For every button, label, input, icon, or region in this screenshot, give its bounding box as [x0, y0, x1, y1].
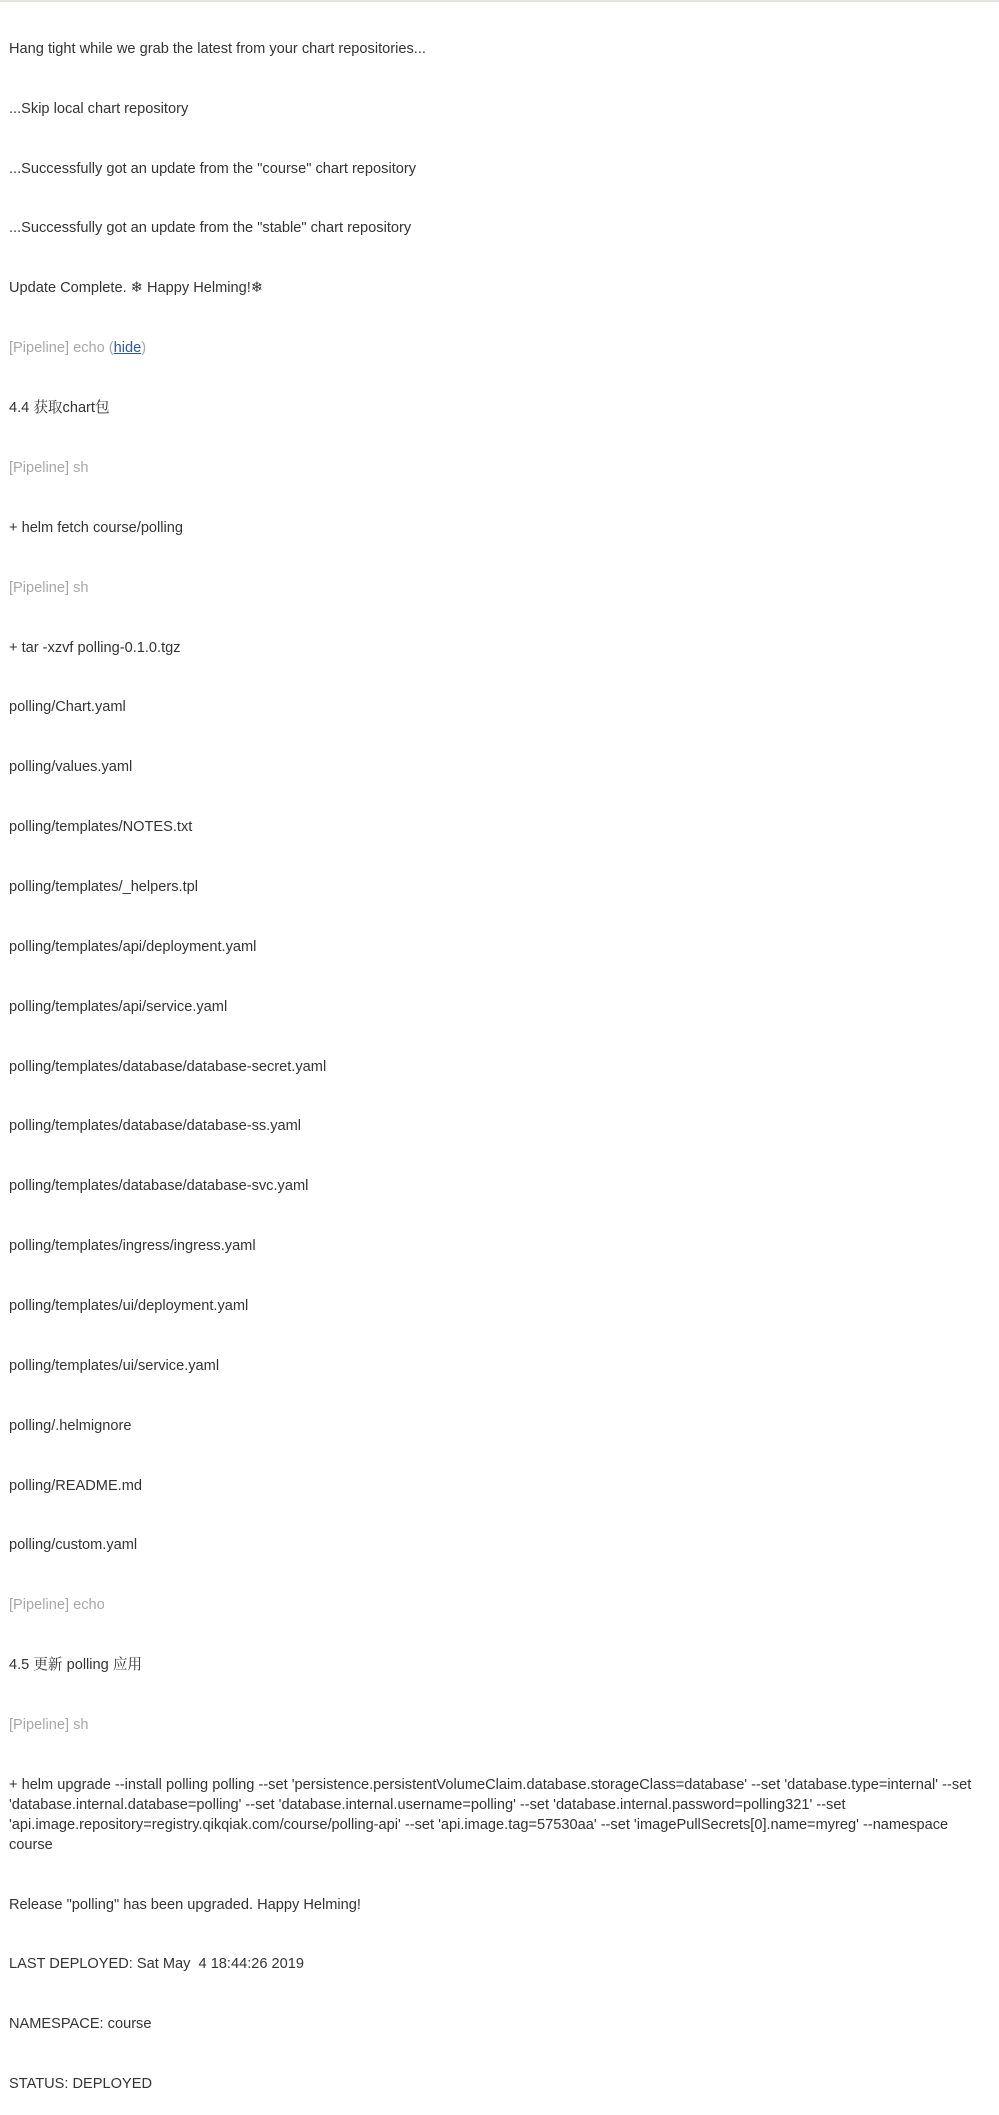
console-line: + helm upgrade --install polling polling --set 'persistence.persistentVolumeClaim.database.storageClass=database' --set 'database.type=internal' --set 'database.internal.database=polling' --set 'database.internal.username=polling' --set 'database.internal.password=polling321' --set 'api.image.repository=registry.qikqiak.com/course/polling-api' --set 'api.image.tag=57530aa' --set 'imagePullSecrets[0].name=myreg' --namespace course — [9, 1776, 976, 1853]
console-line: ...Successfully got an update from the "course" chart repository — [9, 160, 417, 177]
console-line: Hang tight while we grab the latest from your chart repositories... — [9, 40, 426, 57]
console-line: LAST DEPLOYED: Sat May 4 18:44:26 2019 — [9, 1956, 305, 1973]
console-line: polling/templates/NOTES.txt — [9, 819, 193, 836]
console-line: polling/templates/database/database-secret.yaml — [9, 1058, 327, 1075]
console-line: ...Successfully got an update from the "stable" chart repository — [9, 220, 412, 237]
console-line: polling/Chart.yaml — [9, 699, 126, 716]
console-line: polling/README.md — [9, 1477, 143, 1494]
pipeline-step-suffix: ) — [141, 340, 147, 357]
console-line: NAMESPACE: course — [9, 2016, 152, 2033]
console-line: polling/templates/database/database-ss.yaml — [9, 1118, 302, 1135]
pipeline-step-line: [Pipeline] sh — [9, 459, 89, 476]
console-line: polling/templates/ui/deployment.yaml — [9, 1297, 249, 1314]
console-line: polling/custom.yaml — [9, 1537, 138, 1554]
console-line: 4.5 更新 polling 应用 — [9, 1657, 143, 1674]
pipeline-step-line: [Pipeline] sh — [9, 1716, 89, 1733]
console-line: polling/templates/database/database-svc.yaml — [9, 1178, 309, 1195]
console-line: polling/values.yaml — [9, 759, 133, 776]
pipeline-step-line — [9, 339, 991, 359]
pipeline-step-label: [Pipeline] echo ( — [9, 340, 114, 357]
console-line: polling/templates/ingress/ingress.yaml — [9, 1238, 256, 1255]
console-line: polling/templates/ui/service.yaml — [9, 1357, 220, 1374]
console-line: polling/templates/api/service.yaml — [9, 998, 228, 1015]
pipeline-step-line: [Pipeline] echo — [9, 1597, 105, 1614]
pipeline-step-line: [Pipeline] sh — [9, 579, 89, 596]
console-line: Release "polling" has been upgraded. Happy Helming! — [9, 1896, 361, 1913]
console-line: + helm fetch course/polling — [9, 519, 184, 536]
console-line: ...Skip local chart repository — [9, 100, 189, 117]
console-line: polling/templates/api/deployment.yaml — [9, 938, 257, 955]
console-line: polling/.helmignore — [9, 1417, 132, 1434]
console-line: STATUS: DEPLOYED — [9, 2076, 152, 2093]
console-line: polling/templates/_helpers.tpl — [9, 878, 199, 895]
console-line: Update Complete. ❄ Happy Helming!❄ — [9, 280, 264, 297]
console-line: + tar -xzvf polling-0.1.0.tgz — [9, 639, 181, 656]
console-line: 4.4 获取chart包 — [9, 400, 110, 417]
hide-link[interactable]: hide — [113, 340, 142, 357]
console-output — [9, 0, 991, 2115]
